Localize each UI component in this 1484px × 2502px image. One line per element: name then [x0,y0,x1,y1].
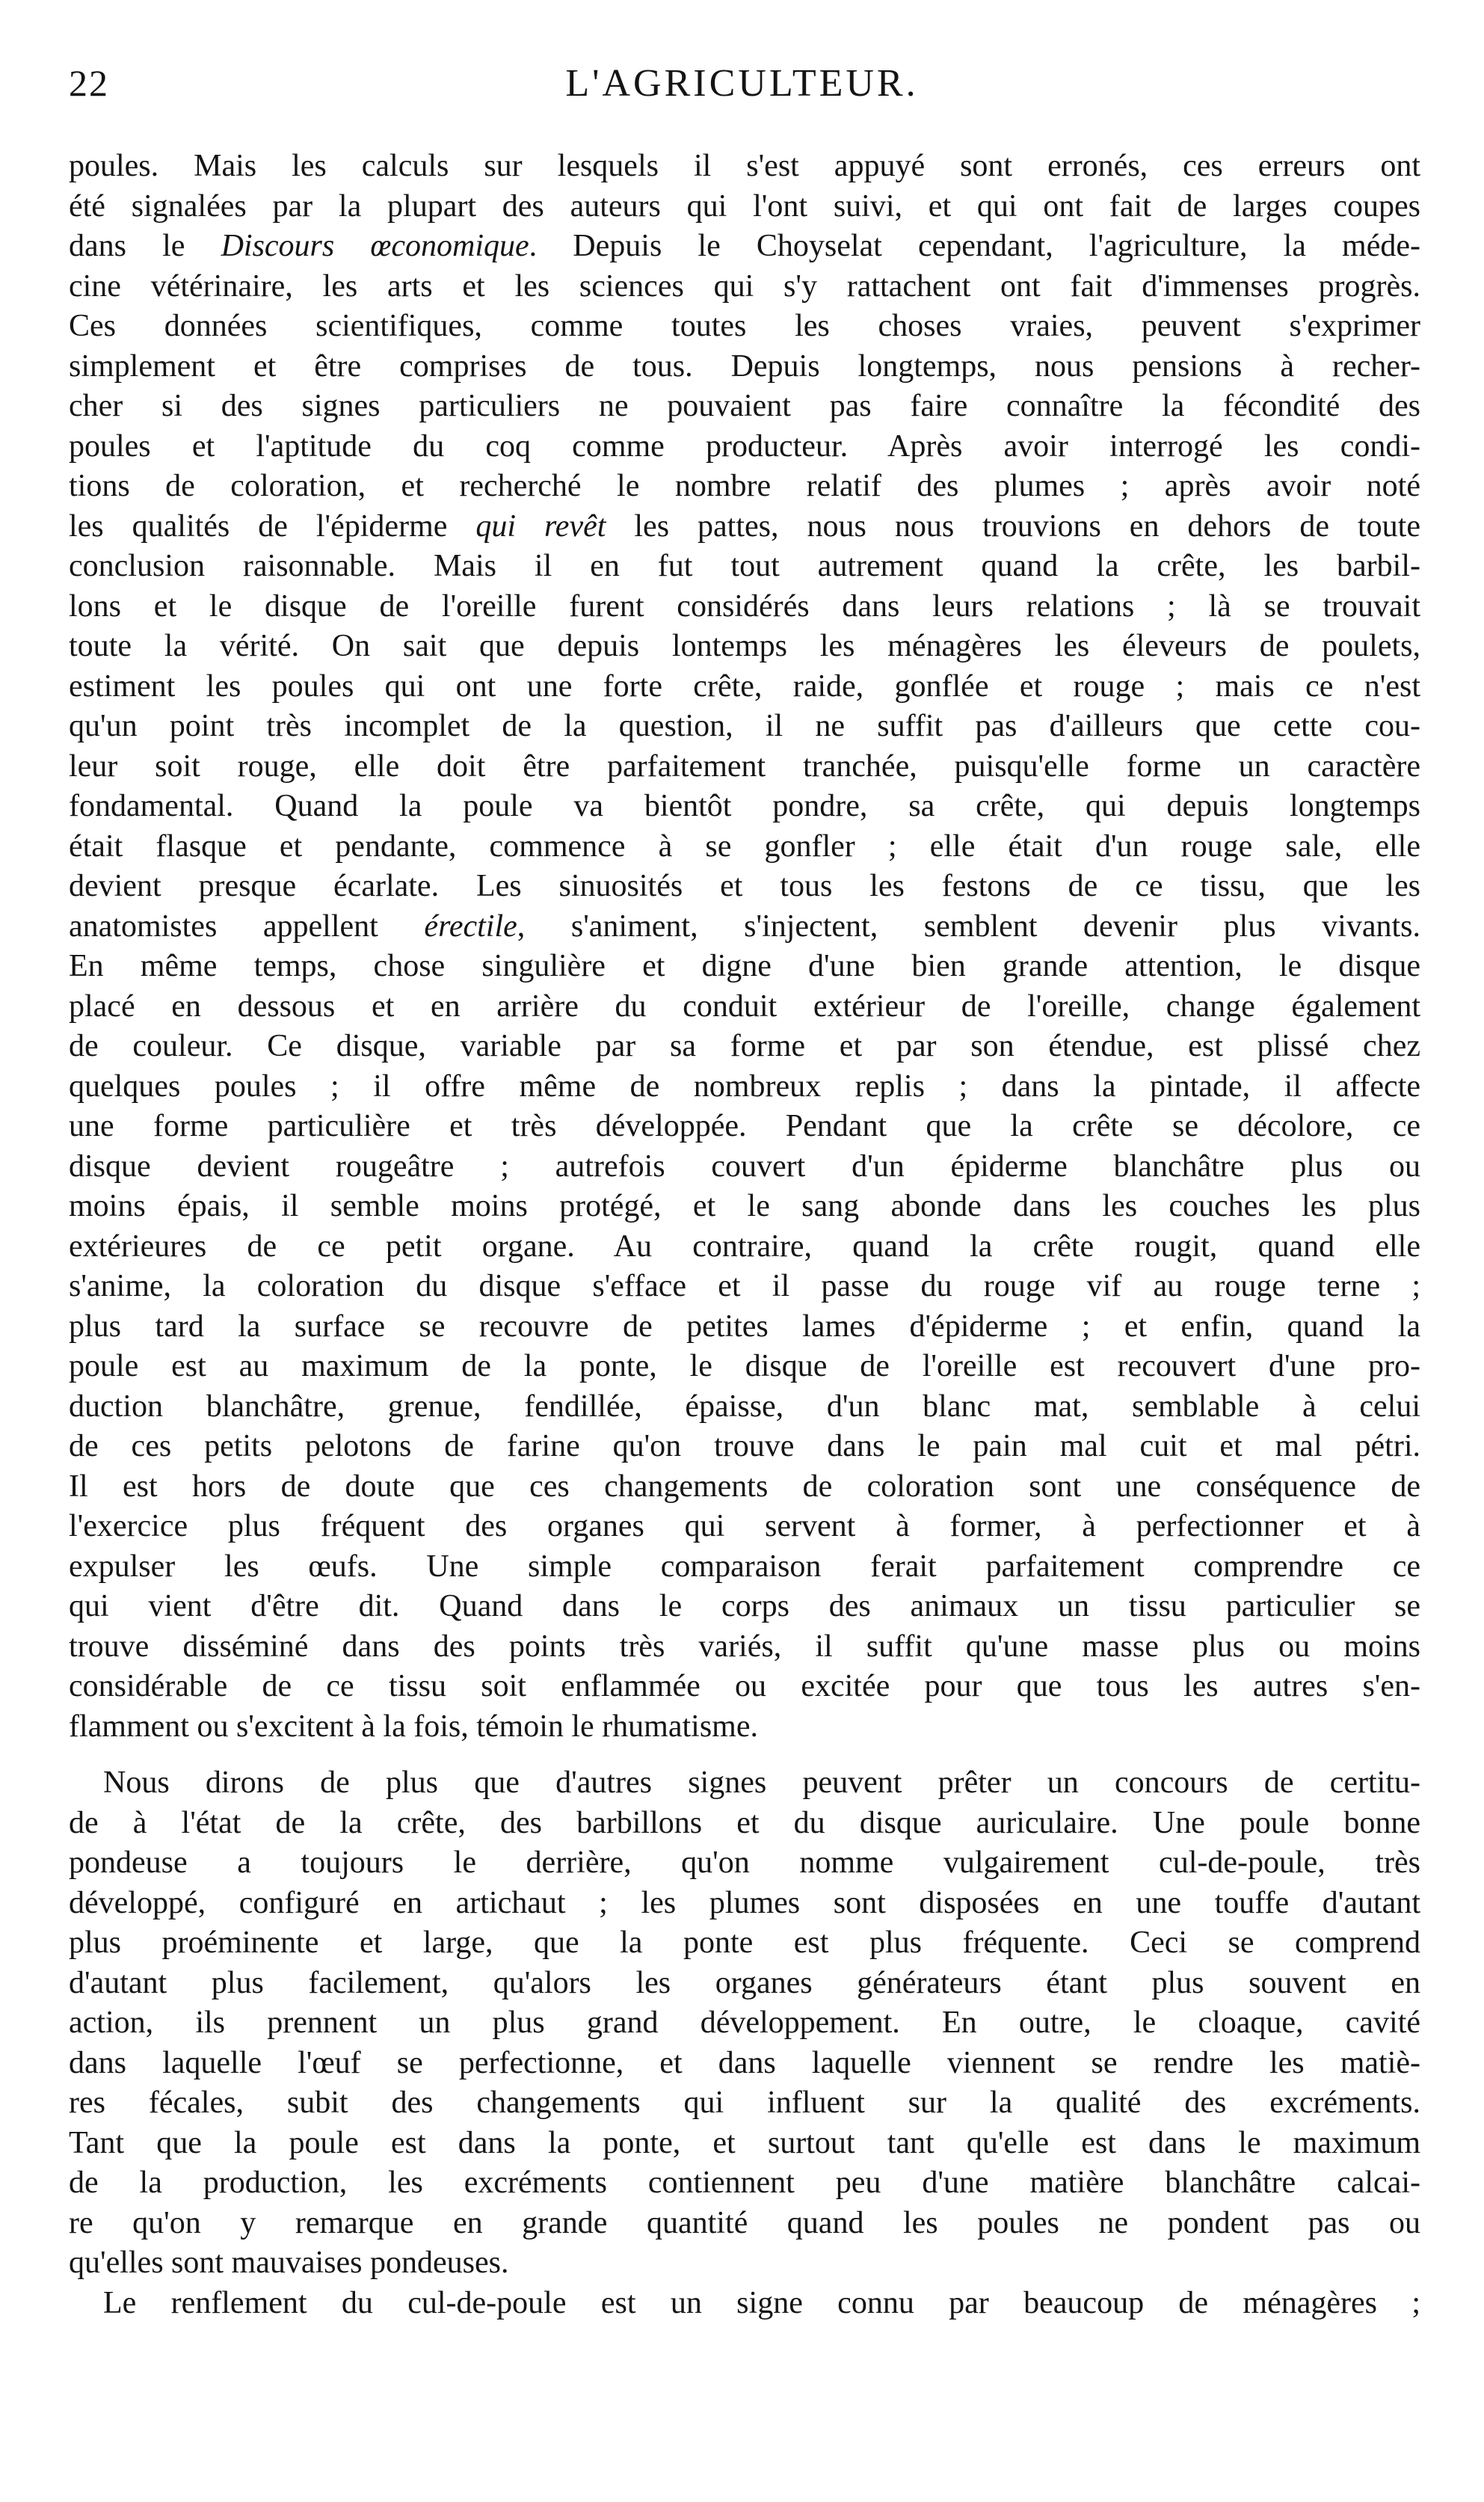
text-line: devient presque écarlate. Les sinuosités et tous les festons de ce tissu, que les [69,869,1420,903]
page-header [0,61,1484,121]
text-line: Il est hors de doute que ces changements de coloration sont une conséquence de [69,1469,1420,1504]
text-line: une forme particulière et très développée. Pendant que la crête se décolore, ce [69,1109,1420,1143]
text-line: l'exercice plus fréquent des organes qui servent à former, à perfectionner et à [69,1509,1420,1543]
text-line: conclusion raisonnable. Mais il en fut tout autrement quand la crête, les barbil- [69,549,1420,583]
text-line: développé, configuré en artichaut ; les plumes sont disposées en une touffe d'autant [69,1885,1420,1920]
text-line: lons et le disque de l'oreille furent considérés dans leurs relations ; là se trouvait [69,588,1420,624]
paragraph [69,2284,1420,2324]
text-line: fondamental. Quand la poule va bientôt pondre, sa crête, qui depuis longtemps [69,789,1420,823]
text-line: placé en dessous et en arrière du conduit extérieur de l'oreille, change également [69,989,1420,1024]
text-line: considérable de ce tissu soit enflammée ou excitée pour que tous les autres s'en- [69,1669,1420,1703]
text-line: duction blanchâtre, grenue, fendillée, épaisse, d'un blanc mat, semblable à celui [69,1389,1420,1424]
text-line: dans laquelle l'œuf se perfectionne, et dans laquelle viennent se rendre les matiè- [69,2045,1420,2080]
text-line: En même temps, chose singulière et digne d'une bien grande attention, le disque [69,949,1420,983]
text-line: plus tard la surface se recouvre de petites lames d'épiderme ; et enfin, quand la [69,1309,1420,1344]
text-line: poules. Mais les calculs sur lesquels il s'est appuyé sont erronés, ces erreurs ont [69,149,1420,183]
text-line: s'anime, la coloration du disque s'efface et il passe du rouge vif au rouge terne ; [69,1269,1420,1303]
text-line: poules et l'aptitude du coq comme producteur. Après avoir interrogé les condi- [69,428,1420,464]
text-line: de couleur. Ce disque, variable par sa forme et par son étendue, est plissé chez [69,1029,1420,1063]
text-line: leur soit rouge, elle doit être parfaitement tranchée, puisqu'elle forme un caractère [69,749,1420,784]
text-line: cher si des signes particuliers ne pouvaient pas faire connaître la fécondité des [69,389,1420,423]
text-line: qu'un point très incomplet de la question, il ne suffit pas d'ailleurs que cette cou- [69,709,1420,743]
text-line: quelques poules ; il offre même de nombreux replis ; dans la pintade, il affecte [69,1069,1420,1104]
text-line: trouve disséminé dans des points très variés, il suffit qu'une masse plus ou moins [69,1629,1420,1664]
text-line: expulser les œufs. Une simple comparaison ferait parfaitement comprendre ce [69,1549,1420,1584]
page-number: 22 [69,62,109,104]
text-line: qui vient d'être dit. Quand dans le corps des animaux un tissu particulier se [69,1589,1420,1623]
text-line: Tant que la poule est dans la ponte, et surtout tant qu'elle est dans le maximum [69,2125,1420,2160]
text-line: Le renflement du cul-de-poule est un signe connu par beaucoup de ménagères ; [103,2285,1420,2320]
text-line: qu'elles sont mauvaises pondeuses. [69,2246,509,2280]
text-line: extérieures de ce petit organe. Au contraire, quand la crête rougit, quand elle [69,1229,1420,1264]
text-line: simplement et être comprises de tous. Depuis longtemps, nous pensions à recher- [69,348,1420,384]
paragraph [69,147,1420,1747]
paragraph-gap [69,1747,1420,1763]
text-line: plus proéminente et large, que la ponte est plus fréquente. Ceci se comprend [69,1925,1420,1960]
text-line: de à l'état de la crête, des barbillons et du disque auriculaire. Une poule bonne [69,1805,1420,1840]
text-line: flamment ou s'excitent à la fois, témoin le rhumatisme. [69,1709,758,1744]
text-line: tions de coloration, et recherché le nombre relatif des plumes ; après avoir noté [69,469,1420,503]
text-line: estiment les poules qui ont une forte crête, raide, gonflée et rouge ; mais ce n'est [69,668,1420,704]
text-line: était flasque et pendante, commence à se gonfler ; elle était d'un rouge sale, elle [69,829,1420,864]
text-line: pondeuse a toujours le derrière, qu'on nomme vulgairement cul-de-poule, très [69,1845,1420,1880]
text-line: toute la vérité. On sait que depuis lontemps les ménagères les éleveurs de poulets, [69,629,1420,663]
text-line: été signalées par la plupart des auteurs qui l'ont suivi, et qui ont fait de larges coupes [69,188,1420,224]
text-line: poule est au maximum de la ponte, le disque de l'oreille est recouvert d'une pro- [69,1349,1420,1383]
text-line: anatomistes appellent érectile, s'animent, s'injectent, semblent devenir plus vivants. [69,909,1420,944]
text-line: res fécales, subit des changements qui influent sur la qualité des excréments. [69,2085,1420,2120]
italic-term: érectile [424,909,517,944]
text-line: disque devient rougeâtre ; autrefois couvert d'un épiderme blanchâtre plus ou [69,1149,1420,1184]
text-line: moins épais, il semble moins protégé, et le sang abonde dans les couches les plus [69,1189,1420,1223]
text-line: d'autant plus facilement, qu'alors les organes générateurs étant plus souvent en [69,1965,1420,2000]
paragraph [69,1763,1420,2284]
text-line: de ces petits pelotons de farine qu'on trouve dans le pain mal cuit et mal pétri. [69,1429,1420,1463]
text-line: Ces données scientifiques, comme toutes les choses vraies, peuvent s'exprimer [69,309,1420,343]
text-line: de la production, les excréments contiennent peu d'une matière blanchâtre calcai- [69,2166,1420,2200]
text-line: Nous dirons de plus que d'autres signes peuvent prêter un concours de certitu- [103,1765,1420,1800]
text-line: action, ils prennent un plus grand développement. En outre, le cloaque, cavité [69,2005,1420,2040]
italic-term: Discours œconomique [221,229,529,263]
italic-term: qui revêt [475,508,606,544]
text-line: dans le Discours œconomique. Depuis le Choyselat cependant, l'agriculture, la méde- [69,229,1420,263]
text-line: cine vétérinaire, les arts et les sciences qui s'y rattachent ont fait d'immenses progrès. [69,268,1420,304]
text-line: re qu'on y remarque en grande quantité quand les poules ne pondent pas ou [69,2205,1420,2240]
text-line: les qualités de l'épiderme qui revêt les pattes, nous nous trouvions en dehors de toute [69,508,1420,544]
page-body [69,147,1420,2323]
running-title: L'AGRICULTEUR. [565,62,919,105]
